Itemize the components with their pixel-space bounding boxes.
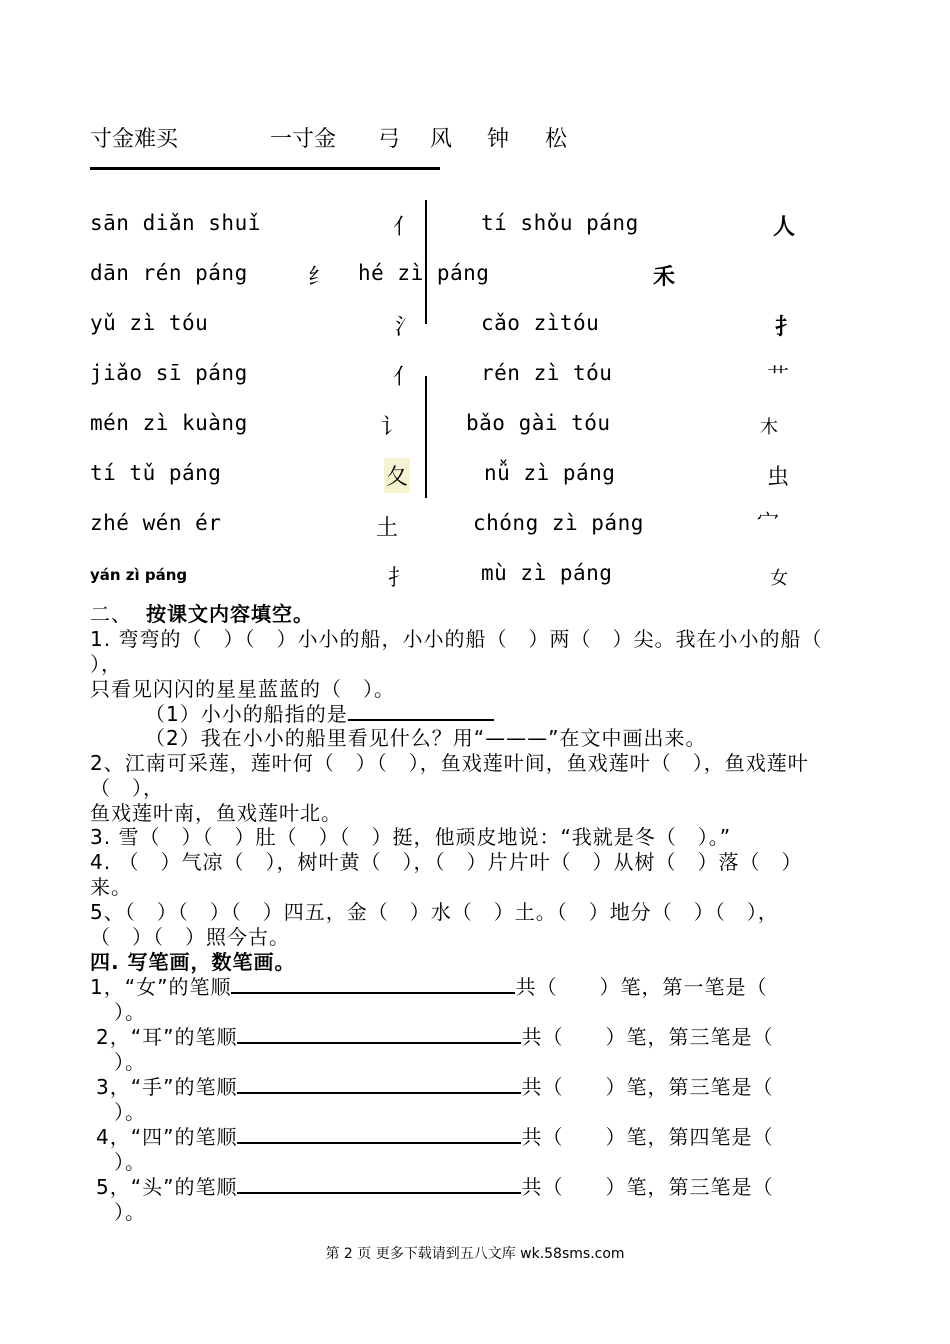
q1-line3: 只看见闪闪的星星蓝蓝的（ ）。 <box>90 677 395 701</box>
q4-line1: 4. （ ）气凉（ ），树叶黄（ ），（ ）片片叶（ ）从树（ ）落（ ） <box>90 850 803 874</box>
stroke-order-blank[interactable] <box>237 1074 521 1094</box>
stroke-item-count: 共（ ）笔，第三笔是（ <box>521 1175 774 1199</box>
q3-line: 3. 雪（ ）（ ）肚（ ）（ ）挺，他顽皮地说：“我就是冬（ ）。” <box>90 825 732 849</box>
radical-right: 女 <box>770 568 788 589</box>
radical-left: 纟 <box>308 265 331 290</box>
pinyin-left: tí tǔ páng <box>90 461 222 485</box>
section4-heading: 四. 写笔画，数笔画。 <box>90 950 296 974</box>
word-1: 一寸金 <box>270 127 337 152</box>
stroke-order-blank[interactable] <box>237 1024 521 1044</box>
pinyin-right: tí shǒu páng <box>481 211 639 235</box>
word-2: 弓 <box>378 127 401 152</box>
stroke-item-end: ）。 <box>114 1000 146 1024</box>
radical-left: 扌 <box>388 566 411 591</box>
column-divider-bottom <box>425 376 427 498</box>
stroke-order-blank[interactable] <box>237 1174 521 1194</box>
radical-left: 夂 <box>384 458 410 493</box>
pinyin-left: zhé wén ér <box>90 511 222 535</box>
stroke-item-prefix: 5，“头”的笔顺 <box>96 1175 238 1199</box>
q5-line1: 5、（ ）（ ）（ ）四五，金（ ）水（ ）土。（ ）地分（ ）（ ）， <box>90 900 779 924</box>
answer-blank[interactable] <box>348 701 494 721</box>
pinyin-left: sān diǎn shuǐ <box>90 211 261 235</box>
pinyin-left: yǔ zì tóu <box>90 311 209 335</box>
radical-right: 禾 <box>653 265 676 290</box>
radical-right: 木 <box>760 417 778 438</box>
radical-right: 人 <box>773 215 796 240</box>
radical-right: 虫 <box>767 465 790 490</box>
stroke-item-prefix: 2，“耳”的笔顺 <box>96 1025 238 1049</box>
word-4: 钟 <box>487 127 510 152</box>
stroke-order-blank[interactable] <box>237 1124 521 1144</box>
stroke-item-end: ）。 <box>114 1150 146 1174</box>
q1-sub1-text: （1）小小的船指的是 <box>145 702 348 726</box>
radical-right: 扌 <box>775 315 798 340</box>
radical-right: 宀 <box>757 510 780 535</box>
pinyin-right: rén zì tóu <box>481 361 613 385</box>
radical-left: 亻 <box>393 365 416 390</box>
pinyin-right: hé zì páng <box>358 261 490 285</box>
page-footer: 第 2 页 更多下载请到五八文库 wk.58sms.com <box>325 1246 625 1262</box>
stroke-item-prefix: 1，“女”的笔顺 <box>90 975 232 999</box>
pinyin-left: jiǎo sī páng <box>90 361 248 385</box>
word-5: 松 <box>545 127 568 152</box>
q5-line2: （ ）（ ）照今古。 <box>90 925 290 949</box>
idiom-title: 寸金难买 <box>90 127 179 152</box>
title-underline <box>90 167 440 170</box>
q1-line1: 1. 弯弯的（ ）（ ）小小的船，小小的船（ ）两（ ）尖。我在小小的船（ <box>90 627 823 651</box>
q1-line2: ）， <box>90 652 122 676</box>
stroke-order-blank[interactable] <box>231 974 515 994</box>
stroke-item-prefix: 3，“手”的笔顺 <box>96 1075 238 1099</box>
stroke-item-count: 共（ ）笔，第一笔是（ <box>515 975 768 999</box>
radical-left: 讠 <box>381 415 404 440</box>
stroke-item <box>96 1121 773 1150</box>
radical-left: 土 <box>376 516 399 541</box>
q4-line2: 来。 <box>90 875 132 899</box>
pinyin-right: bǎo gài tóu <box>466 411 611 435</box>
stroke-item-count: 共（ ）笔，第四笔是（ <box>521 1125 774 1149</box>
stroke-item-count: 共（ ）笔，第三笔是（ <box>521 1075 774 1099</box>
pinyin-left: mén zì kuàng <box>90 411 248 435</box>
pinyin-left: dān rén páng <box>90 261 248 285</box>
stroke-item <box>96 1171 773 1200</box>
pinyin-right: cǎo zìtóu <box>481 311 600 335</box>
radical-left: 亻 <box>393 215 416 240</box>
q2-line2: （ ）， <box>90 776 164 800</box>
stroke-item <box>96 1071 773 1100</box>
radical-left: 氵 <box>395 315 418 340</box>
q2-line1: 2、江南可采莲，莲叶何（ ）（ ），鱼戏莲叶间，鱼戏莲叶（ ），鱼戏莲叶 <box>90 751 809 775</box>
section2-title: 按课文内容填空。 <box>146 602 314 626</box>
stroke-item-end: ）。 <box>114 1200 146 1224</box>
pinyin-right: nǚ zì páng <box>484 461 616 485</box>
stroke-item-end: ）。 <box>114 1100 146 1124</box>
pinyin-left: yán zì páng <box>90 566 188 584</box>
pinyin-right: chóng zì páng <box>473 511 644 535</box>
stroke-item <box>96 1021 773 1050</box>
stroke-item-prefix: 4，“四”的笔顺 <box>96 1125 238 1149</box>
section2-number: 二、 <box>90 602 132 626</box>
stroke-item <box>90 971 767 1000</box>
stroke-item-count: 共（ ）笔，第三笔是（ <box>521 1025 774 1049</box>
stroke-item-end: ）。 <box>114 1050 146 1074</box>
pinyin-right: mù zì páng <box>481 561 613 585</box>
word-3: 风 <box>430 127 453 152</box>
q1-sub2: （2）我在小小的船里看见什么？用“———”在文中画出来。 <box>145 726 707 750</box>
q2-line3: 鱼戏莲叶南，鱼戏莲叶北。 <box>90 801 342 825</box>
radical-right: 艹 <box>767 365 790 390</box>
